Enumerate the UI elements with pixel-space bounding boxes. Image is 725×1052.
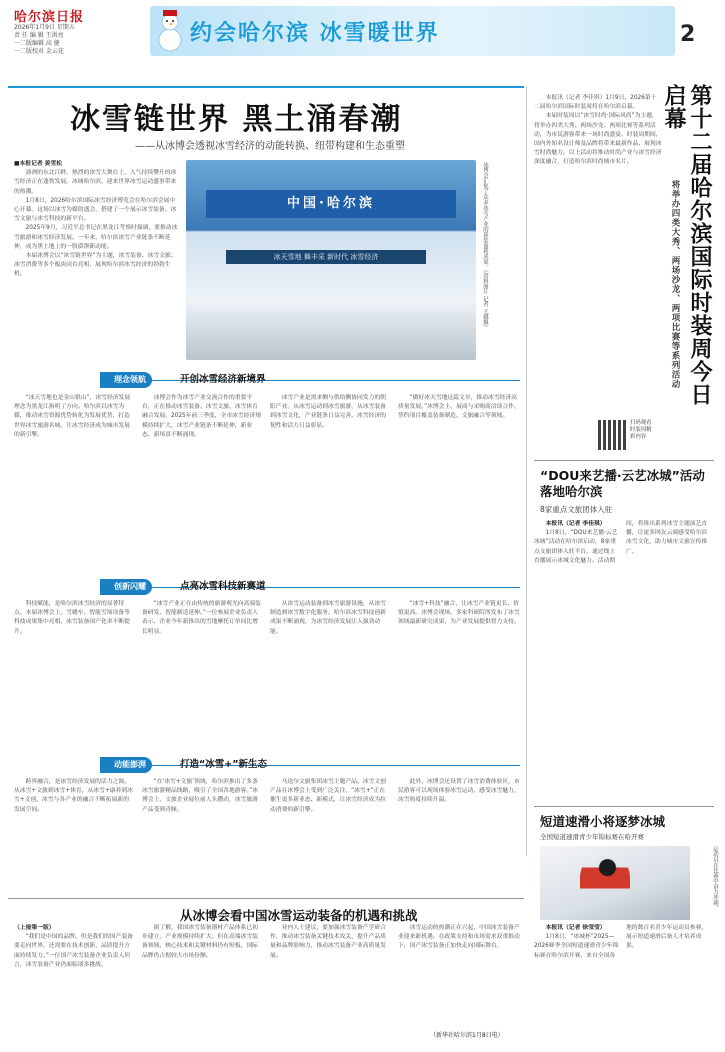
fashion-week-title: 第十二届哈尔滨国际时装周今日启幕 bbox=[661, 84, 712, 406]
issue-date: 2026年1月9日 星期五 bbox=[14, 24, 75, 31]
skater-photo-caption: 运动员在比赛中奋力冲刺。 bbox=[712, 846, 718, 911]
bottom-column: 据了解，我国冰雪装备器材产品体系已初步建立，产业规模持续扩大。但在高端冰雪装备领域，核心技术和关键材料仍有短板，国际品牌仍占据较大市场份额。 bbox=[142, 925, 258, 959]
news3-body: 1月8日，“冰城杯”2025—2026赛季全国短道速滑青少年锦标赛在哈尔滨开赛，来自全国各地的数百名青少年运动员参赛，展示短道速滑后备人才培养成果。 bbox=[534, 925, 708, 959]
bottom-rule bbox=[8, 898, 524, 899]
headline-rule bbox=[8, 86, 524, 88]
news2-title: “DOU来艺播·云艺冰城”活动落地哈尔滨 bbox=[540, 468, 705, 499]
main-headline: 冰雪链世界 黑土涌春潮 bbox=[70, 102, 403, 137]
fashion-week-article bbox=[534, 94, 662, 414]
article-source: （新华社哈尔滨1月8日电） bbox=[430, 1032, 504, 1039]
news3-title: 短道速滑小将逐梦冰城 bbox=[540, 814, 666, 829]
section-tag: 理念领航 bbox=[100, 372, 152, 388]
newspaper-logo: 哈尔滨日报 bbox=[14, 10, 85, 25]
lead-paragraph: 1月8日，2026哈尔滨国际冰雪经济博览会在哈尔滨会展中心开幕。这场以冰雪为媒的盛会，搭建了一个展示冰雪装备、冰雪文旅与冰雪科技的新平台。 bbox=[14, 197, 177, 223]
news3-subtitle: 全国短道速滑青少年锦标赛在哈开赛 bbox=[540, 833, 644, 841]
section-column: 冰博会作为冰雪产业交流合作的重要平台，正在推动冰雪装备、冰雪文旅、冰雪体育融合发展。2025年前三季度，全市冰雪经济规模持续扩大，冰雪产业链条不断延伸，新业态、新场景不断涌现。 bbox=[142, 395, 262, 438]
editor-line: 责 任 编 辑 王洪亮 bbox=[14, 32, 64, 39]
section-rule bbox=[100, 765, 520, 766]
snowman-icon bbox=[156, 8, 184, 52]
section-column: 从冰雪运动装备到冰雪旅游设施，从冰雪制造到冰雪数字化服务，哈尔滨冰雪科技创新成果不断涌现，为冰雪经济发展注入强劲动能。 bbox=[270, 601, 386, 635]
lead-article bbox=[14, 160, 180, 365]
right-rule bbox=[534, 806, 714, 807]
section-column: 跨界融合，是冰雪经济发展的活力之源。从冰雪+文旅到冰雪+体育，从冰雪+康养到冰雪+文创，冰雪与各产业的融合不断拓展新的发展空间。 bbox=[14, 779, 133, 813]
news3-lead: 本报讯（记者 徐莹莹） bbox=[545, 925, 606, 931]
news2-subtitle: 8家重点文旅团体入驻 bbox=[540, 505, 613, 514]
lead-paragraph: 2025年9月，习近平总书记在黑龙江考察时强调，要推动冰雪旅游和冰雪经济发展。一年来，哈尔滨冰雪产业链条不断延伸，成为黑土地上的一股澎湃新动能。 bbox=[14, 225, 178, 250]
bottom-paragraph: “我们是中国的品牌，但是我们的国产装备要走向世界，还需要在技术创新、品质提升方面持续发力。”一位国产冰雪装备企业负责人坦言，冰雪装备产业仍面临诸多挑战。 bbox=[14, 934, 133, 968]
fashion-week-subtitle: 将举办四类大秀、两场沙龙、两项比赛等系列活动 bbox=[670, 180, 680, 389]
news2-body: 1月8日，“DOU来艺播·云艺冰城”活动在哈尔滨启动，8家重点文旅团体入驻平台，通过线上直播展示冰城文化魅力。活动期间，将推出系列冰雪主题演艺直播，让更多网友云端感受哈尔滨冰雪文化，助力城市文旅宣传推广。 bbox=[534, 521, 708, 564]
editor-line: 一二版校对 金云花 bbox=[14, 48, 64, 55]
section-column: “冰雪+科技”融合，让冰雪产业链更长、价值更高。冰博会现场，多家科研院所发布了冰雪领域最新研究成果，为产业发展提供智力支持。 bbox=[398, 601, 520, 626]
bottom-headline: 从冰博会看中国冰雪运动装备的机遇和挑战 bbox=[180, 908, 418, 923]
bottom-column: 冰雪运动的热潮正在兴起，中国冰雪装备产业迎来新机遇。在政策支持和市场需求双重推动下，国产冰雪装备正加快走向国际舞台。 bbox=[398, 925, 520, 950]
section-title: 点亮冰雪科技新赛道 bbox=[180, 581, 266, 592]
section-tag: 动能澎湃 bbox=[100, 757, 152, 773]
masthead bbox=[0, 0, 725, 64]
column-divider bbox=[526, 86, 527, 856]
section-column: “在‘冰雪+文旅’领域，哈尔滨推出了多条冰雪旅游精品线路，吸引了全国各地游客。”冰博会上，文旅企业展位前人头攒动，冰雪旅游产品受到青睐。 bbox=[142, 779, 259, 813]
section-rule bbox=[100, 587, 520, 588]
section-title: 开创冰雪经济新境界 bbox=[180, 374, 266, 385]
lead-author: ■本报记者 姜雪松 bbox=[14, 161, 63, 167]
main-subheadline: ——从冰博会透视冰雪经济的动能转换、纽带构建和生态重塑 bbox=[135, 141, 405, 152]
section-column: “冰天雪地也是金山银山”，冰雪经济发展理念为黑龙江指明了方向。哈尔滨以冰雪为媒，推动冰雪资源优势转化为发展优势，打造世界冰雪旅游名城，让冰雪经济成为城市发展的新引擎。 bbox=[14, 395, 131, 438]
section-title: 打造“冰雪+”新生态 bbox=[180, 759, 267, 770]
skater-photo bbox=[540, 846, 690, 920]
photo-caption: 冰博会汇集了众多冰雪产业的新装备新成果。（资料图片 记者 王越摄） bbox=[482, 162, 488, 331]
section-column: 此外，冰博会还设置了冰雪消费体验区，市民游客可以现场体验冰雪运动，感受冰雪魅力，冰雪热度持续升温。 bbox=[398, 779, 520, 804]
section-column: “冰雪产业正在由传统的旅游观光向高端装备研发、智能制造延伸。”一位参展企业负责人表示，企业今年新推出的雪地摩托订单同比增长明显。 bbox=[142, 601, 261, 635]
section-column: 马迭尔文旅集团冰雪主题产品、冰雪文创产品在冰博会上受到广泛关注。“冰雪+”正在催生更多新业态、新模式，让冰雪经济成为拉动消费的新引擎。 bbox=[270, 779, 386, 813]
section-column: “做好冰天雪地这篇文章，推动冰雪经济高质量发展。”冰博会上，展商与采购商洽谈合作，签约项目覆盖装备制造、文旅融合等领域。 bbox=[398, 395, 520, 420]
news3-article bbox=[534, 924, 712, 1042]
news2-lead: 本报讯（记者 李佳琪） bbox=[545, 521, 606, 527]
editor-line: 一二版编辑 高 健 bbox=[14, 40, 60, 47]
section-column: 科技赋能，是哈尔滨冰雪经济的显著特点。本届冰博会上，雪蜡车、智能雪场设备等科技成果集中亮相，冰雪装备国产化率不断提升。 bbox=[14, 601, 130, 635]
continued-note: （上接第一版） bbox=[14, 925, 55, 931]
bottom-column bbox=[14, 924, 134, 1042]
masthead-meta bbox=[14, 24, 75, 56]
expo-photo bbox=[186, 160, 476, 360]
photo-banner-text: 冰天雪地 舞丰采 新时代 冰雪经济 bbox=[226, 250, 426, 264]
lead-paragraph: 凛冽的东北江畔，热烈的冰雪大舞台上，人气持续攀升的冰雪经济正在蓬勃发展。冰城哈尔滨，迎来世界冰雪运动盛事带来的热潮。 bbox=[14, 170, 177, 195]
section-column: 冰雪产业是需求侧与供给侧协同发力的朝阳产业。从冰雪运动到冰雪旅游，从冰雪装备到冰雪文化，产业链条日益完善，冰雪经济的韧性和活力日益彰显。 bbox=[270, 395, 386, 429]
page-number: 2 bbox=[680, 22, 696, 47]
skater-figure bbox=[580, 852, 630, 904]
article-lead: 本报讯（记者 李佳琪）1月9日，2026第十二届哈尔滨国际时装周将在哈尔滨启幕。 bbox=[534, 95, 657, 111]
article-body: 本届时装周以“冰雪时尚·国际风尚”为主题，将举办四类大秀、两场沙龙、两项比赛等系列活动，为市民游客带来一场时尚盛宴。时装周期间，国内外知名设计师及品牌将带来最新作品，展现冰雪时尚魅力。以上活动将推动时尚产业与冰雪经济深度融合，打造哈尔滨时尚城市名片。 bbox=[534, 113, 662, 166]
section-rule bbox=[100, 380, 520, 381]
lead-paragraph: 本届冰博会以“冰雪链世界”为主题，冰雪装备、冰雪文旅、冰雪消费等多个板块同台亮相，展现哈尔滨冰雪经济的勃勃生机。 bbox=[14, 253, 177, 278]
right-rule bbox=[534, 460, 714, 461]
bottom-column: 业内人士建议，要加强冰雪装备产学研合作，推动冰雪装备关键技术攻关，提升产品质量和品牌影响力，推动冰雪装备产业高质量发展。 bbox=[270, 925, 386, 959]
qr-caption: 扫码观看时装周精彩内容 bbox=[630, 420, 652, 440]
qr-code-icon[interactable] bbox=[598, 420, 628, 450]
photo-sign-text: 中国·哈尔滨 bbox=[206, 190, 456, 218]
news2-article bbox=[534, 520, 712, 798]
banner-title: 约会哈尔滨 冰雪暖世界 bbox=[190, 21, 440, 46]
section-tag: 创新闪耀 bbox=[100, 579, 152, 595]
